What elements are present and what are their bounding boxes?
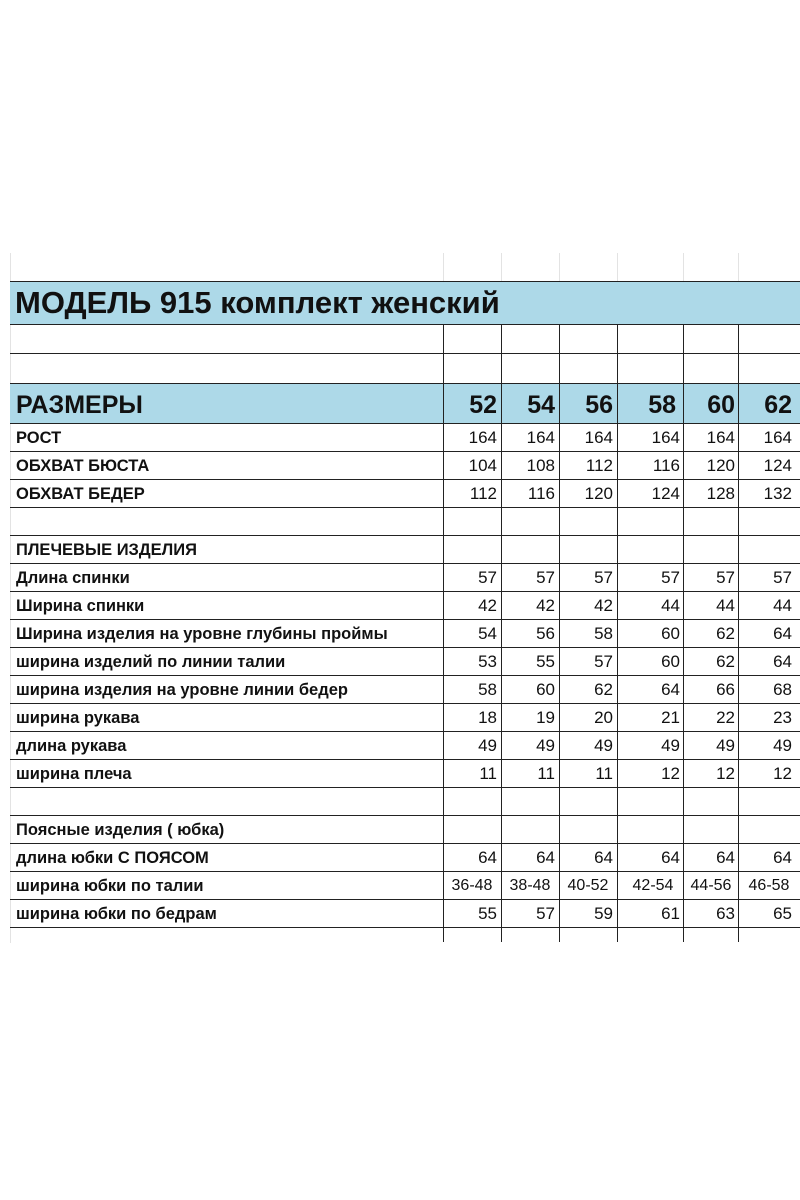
table-cell: 128 [706,484,735,503]
row-divider [10,871,800,872]
table-cell: 21 [661,708,680,727]
table-cell: 49 [661,736,680,755]
table-cell: 64 [594,848,613,867]
size-header: 52 [469,391,497,419]
table-cell: 64 [536,848,555,867]
section-heading: ПЛЕЧЕВЫЕ ИЗДЕЛИЯ [16,541,197,559]
table-cell: 57 [536,568,555,587]
table-cell: 64 [773,624,792,643]
grid-line [617,253,618,281]
table-cell: 18 [478,708,497,727]
row-label: ширина изделия на уровне линии бедер [16,681,348,699]
row-label: ширина юбки по бедрам [16,905,217,923]
row-divider [10,383,800,384]
table-cell: 64 [661,680,680,699]
table-cell: 64 [773,652,792,671]
grid-line [501,253,502,281]
table-cell: 11 [479,764,497,783]
size-header: 54 [527,391,555,419]
section-heading: Поясные изделия ( юбка) [16,821,225,839]
table-cell: 116 [652,456,680,475]
table-cell: 164 [706,428,735,447]
row-label: Ширина изделия на уровне глубины проймы [16,625,388,643]
table-cell: 64 [773,848,792,867]
table-cell: 116 [527,484,555,503]
table-cell: 57 [661,568,680,587]
row-divider [10,591,800,592]
row-divider [10,619,800,620]
table-cell: 120 [584,484,613,503]
table-cell: 132 [763,484,792,503]
table-cell: 11 [595,764,613,783]
table-cell: 49 [594,736,613,755]
table-cell: 12 [716,764,735,783]
table-cell: 104 [468,456,497,475]
table-cell: 54 [478,624,497,643]
table-cell: 64 [661,848,680,867]
table-cell: 62 [594,680,613,699]
row-divider [10,675,800,676]
page-title: МОДЕЛЬ 915 комплект женский [15,285,500,320]
table-cell: 164 [584,428,613,447]
grid-line [738,253,739,281]
table-cell: 44 [661,596,680,615]
table-cell: 12 [661,764,680,783]
size-header: 62 [764,391,792,419]
row-divider [10,843,800,844]
table-cell: 46-58 [748,877,790,894]
table-cell: 49 [773,736,792,755]
size-header: 60 [707,391,735,419]
grid-line [10,253,11,943]
row-label: ширина изделий по линии талии [16,653,286,671]
table-cell: 42 [536,596,555,615]
table-cell: 120 [706,456,735,475]
row-label: ОБХВАТ БЕДЕР [16,485,145,503]
table-cell: 44 [716,596,735,615]
row-divider [10,703,800,704]
table-cell: 57 [594,652,613,671]
size-header: 56 [585,391,613,419]
table-cell: 22 [716,708,735,727]
table-cell: 64 [716,848,735,867]
table-cell: 53 [478,652,497,671]
table-cell: 36-48 [451,877,493,894]
table-cell: 64 [478,848,497,867]
row-label: Ширина спинки [16,597,145,615]
table-cell: 56 [536,624,555,643]
grid-line [683,253,684,281]
row-divider [10,353,800,354]
table-cell: 65 [773,904,792,923]
table-cell: 62 [716,624,735,643]
table-cell: 60 [536,680,555,699]
table-cell: 66 [716,680,735,699]
table-cell: 60 [661,652,680,671]
row-divider [10,899,800,900]
table-cell: 11 [537,764,555,783]
row-divider [10,507,800,508]
table-cell: 19 [536,708,555,727]
row-divider [10,479,800,480]
table-cell: 42 [594,596,613,615]
row-divider [10,815,800,816]
table-cell: 57 [716,568,735,587]
table-cell: 44-56 [690,877,732,894]
table-cell: 57 [594,568,613,587]
row-label: ширина юбки по талии [16,877,204,895]
table-cell: 12 [773,764,792,783]
row-divider [10,731,800,732]
table-cell: 44 [773,596,792,615]
table-cell: 164 [763,428,792,447]
row-label: ширина плеча [16,765,132,783]
row-label: длина рукава [16,737,127,755]
table-cell: 20 [594,708,613,727]
table-cell: 61 [661,904,680,923]
table-cell: 164 [526,428,555,447]
row-label: ОБХВАТ БЮСТА [16,457,150,475]
grid-line [443,253,444,281]
grid-line [559,253,560,281]
table-cell: 164 [651,428,680,447]
row-label: ширина рукава [16,709,140,727]
table-cell: 60 [661,624,680,643]
row-divider [10,563,800,564]
row-divider [10,927,800,928]
row-label: РОСТ [16,429,62,447]
row-label: длина юбки С ПОЯСОМ [16,849,209,867]
row-divider [10,787,800,788]
table-cell: 57 [536,904,555,923]
table-cell: 57 [478,568,497,587]
table-cell: 38-48 [509,877,551,894]
table-cell: 112 [585,456,613,475]
table-cell: 58 [478,680,497,699]
size-header: 58 [648,391,676,419]
table-cell: 49 [536,736,555,755]
table-cell: 112 [469,484,497,503]
table-cell: 124 [763,456,792,475]
sizes-label: РАЗМЕРЫ [16,391,143,419]
row-divider [10,451,800,452]
table-cell: 108 [526,456,555,475]
table-cell: 68 [773,680,792,699]
table-cell: 55 [536,652,555,671]
table-cell: 124 [651,484,680,503]
table-cell: 49 [478,736,497,755]
table-cell: 63 [716,904,735,923]
row-label: Длина спинки [16,569,130,587]
row-divider [10,759,800,760]
table-cell: 59 [594,904,613,923]
table-cell: 55 [478,904,497,923]
table-cell: 164 [468,428,497,447]
table-cell: 40-52 [567,877,609,894]
table-cell: 23 [773,708,792,727]
table-cell: 49 [716,736,735,755]
row-divider [10,535,800,536]
table-cell: 58 [594,624,613,643]
table-cell: 42 [478,596,497,615]
row-divider [10,423,800,424]
table-cell: 62 [716,652,735,671]
column-divider [617,325,618,942]
table-cell: 42-54 [632,877,674,894]
table-cell: 57 [773,568,792,587]
row-divider [10,647,800,648]
